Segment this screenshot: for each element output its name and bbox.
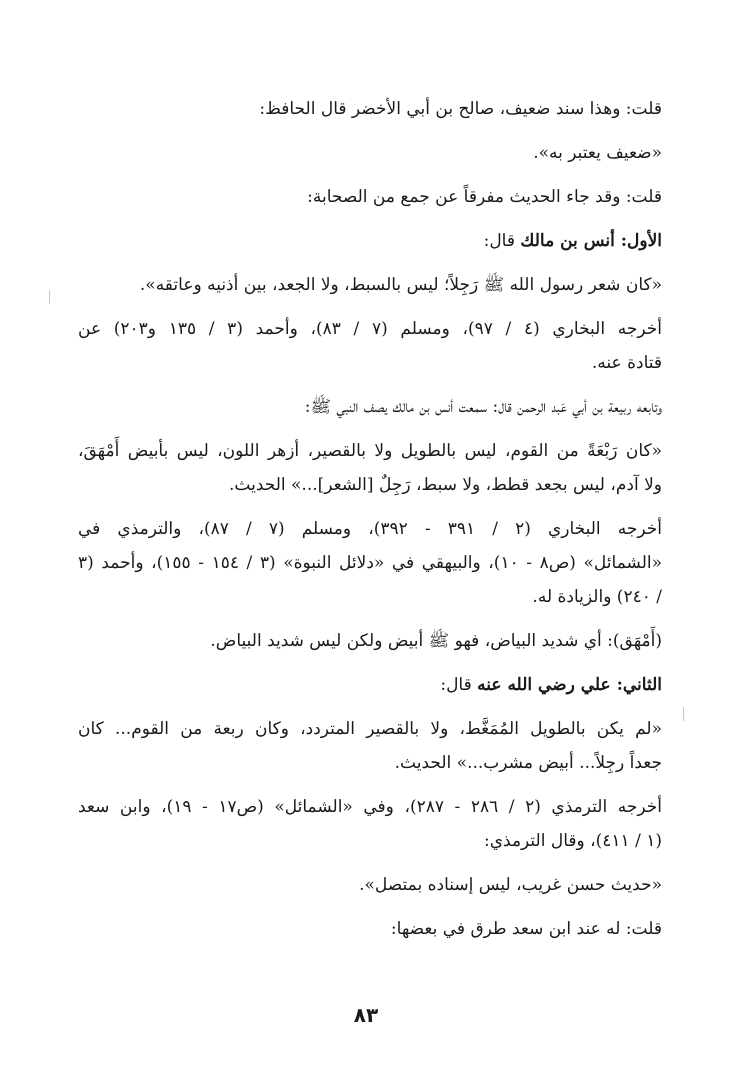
heading-suffix: قال: [440,675,478,695]
text-line: قلت: وهذا سند ضعيف، صالح بن أبي الأخضر قال الحافظ: [259,99,662,119]
margin-mark-right [683,707,684,721]
text-line: (أَمْهَق): أي شديد البياض، فهو ﷺ أبيض ولكن ليس شديد البياض. [210,631,662,651]
text-line: ولا آدم، ليس بجعد قطط، ولا سبط، رَجِلٌ [الشعر]...» الحديث. [228,475,662,495]
text-line: / ٢٤٠) والزيادة له. [532,587,662,607]
heading-label: الأول: أنس بن مالك [520,231,662,251]
text-line: أخرجه البخاري (٤ / ٩٧)، ومسلم (٧ / ٨٣)، وأحمد (٣ / ١٣٥ و٢٠٣) عن [78,319,662,339]
text-line: جعداً رجِلاً... أبيض مشرب...» الحديث. [394,753,662,773]
heading-label: الثاني: علي رضي الله عنه [477,675,662,695]
text-line: «ضعيف يعتبر به». [533,143,662,163]
text-line: أخرجه الترمذي (٢ / ٢٨٦ - ٢٨٧)، وفي «الشمائل» (ص١٧ - ١٩)، وابن سعد [78,797,662,817]
text-line: أخرجه البخاري (٢ / ٣٩١ - ٣٩٢)، ومسلم (٧ / ٨٧)، والترمذي في [78,519,662,539]
section-heading-first [78,224,662,258]
heading-suffix: قال: [483,231,521,251]
page-number: ٨٣ [353,1003,379,1027]
document-body [78,92,662,946]
text-line: «كان شعر رسول الله ﷺ رَجِلاً؛ ليس بالسبط، ولا الجعد، بين أذنيه وعاتقه». [139,275,662,295]
text-line: قلت: وقد جاء الحديث مفرقاً عن جمع من الصحابة: [307,187,662,207]
text-line: «حديث حسن غريب، ليس إسناده بمتصل». [359,875,662,895]
section-heading-second [78,668,662,702]
text-line: قتادة عنه. [591,353,662,373]
text-line: «الشمائل» (ص٨ - ١٠)، والبيهقي في «دلائل النبوة» (٣ / ١٥٤ - ١٥٥)، وأحمد (٣ [78,553,662,573]
text-line: وتابعه ربيعة بن أبي عَبد الرحمن قال: سمعت أنس بن مالك يصف النبي ﷺ: [304,397,662,417]
text-line: (١ / ٤١١)، وقال الترمذي: [483,831,662,851]
text-line: «كان رَبْعَةً من القوم، ليس بالطويل ولا بالقصير، أزهر اللون، ليس بأبيض أَمْهَقَ، [78,441,662,461]
text-line: «لم يكن بالطويل المُمَغَّط، ولا بالقصير المتردد، وكان ربعة من القوم... كان [78,719,662,739]
text-line: قلت: له عند ابن سعد طرق في بعضها: [390,919,662,939]
margin-mark-left [49,290,50,304]
